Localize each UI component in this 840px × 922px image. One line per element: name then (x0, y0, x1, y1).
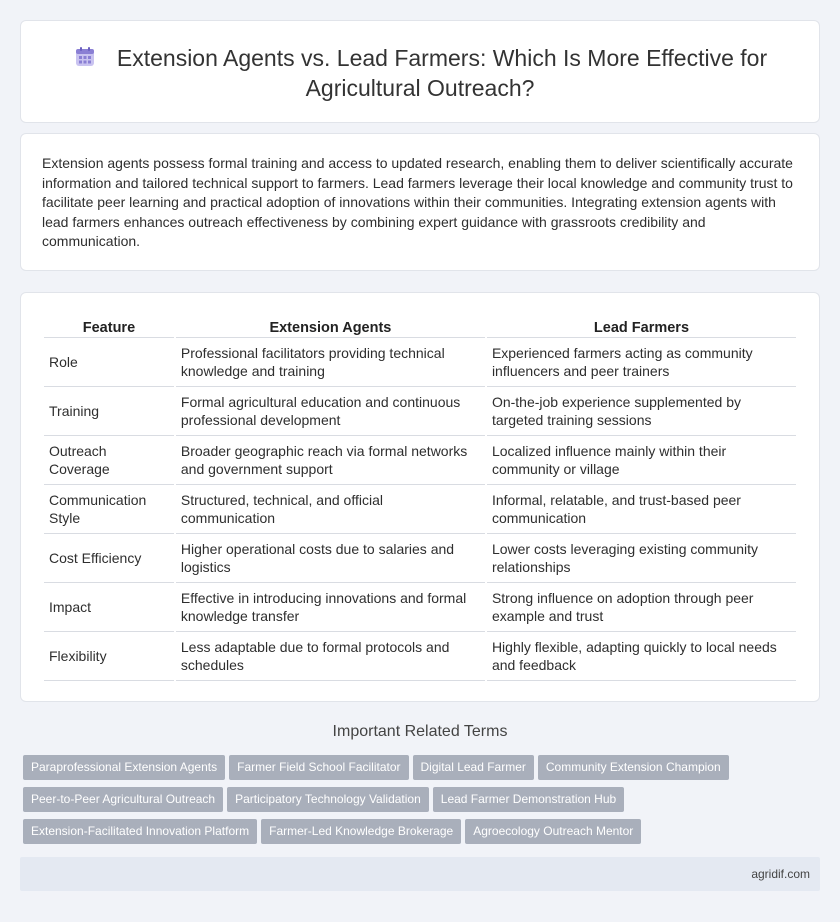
feature-cell: Role (44, 338, 174, 387)
related-term-tag[interactable]: Digital Lead Farmer (413, 755, 534, 780)
feature-cell: Communication Style (44, 485, 174, 534)
related-term-tag[interactable]: Farmer Field School Facilitator (229, 755, 408, 780)
table-row (44, 632, 796, 681)
table-row (44, 436, 796, 485)
extension-agents-cell: Structured, technical, and official communication (176, 485, 485, 534)
table-row (44, 534, 796, 583)
table-row (44, 387, 796, 436)
tag-row (23, 787, 823, 819)
intro-card (20, 133, 820, 271)
footer-bar (20, 857, 820, 891)
lead-farmers-cell: On-the-job experience supplemented by targeted training sessions (487, 387, 796, 436)
page-title (21, 43, 819, 103)
related-term-tag[interactable]: Extension-Facilitated Innovation Platform (23, 819, 257, 844)
extension-agents-cell: Broader geographic reach via formal networks and government support (176, 436, 485, 485)
related-term-tag[interactable]: Paraprofessional Extension Agents (23, 755, 225, 780)
table-row (44, 338, 796, 387)
lead-farmers-cell: Highly flexible, adapting quickly to local needs and feedback (487, 632, 796, 681)
extension-agents-cell: Effective in introducing innovations and formal knowledge transfer (176, 583, 485, 632)
header-feature: Feature (44, 318, 174, 338)
lead-farmers-cell: Localized influence mainly within their community or village (487, 436, 796, 485)
title-card (20, 20, 820, 123)
title-line-2: Agricultural Outreach? (305, 75, 535, 101)
header-extension-agents: Extension Agents (176, 318, 485, 338)
title-line-1: Extension Agents vs. Lead Farmers: Which Is More Effective for (116, 45, 768, 71)
related-term-tag[interactable]: Lead Farmer Demonstration Hub (433, 787, 624, 812)
header-lead-farmers: Lead Farmers (487, 318, 796, 338)
feature-cell: Training (44, 387, 174, 436)
lead-farmers-cell: Lower costs leveraging existing community relationships (487, 534, 796, 583)
related-terms-heading: Important Related Terms (332, 723, 508, 740)
table-row (44, 485, 796, 534)
feature-cell: Flexibility (44, 632, 174, 681)
related-term-tag[interactable]: Agroecology Outreach Mentor (465, 819, 641, 844)
related-term-tag[interactable]: Community Extension Champion (538, 755, 729, 780)
lead-farmers-cell: Strong influence on adoption through peer example and trust (487, 583, 796, 632)
intro-paragraph: Extension agents possess formal training and access to updated research, enabling them to deliver scientifically accurate information and tailored technical support to farmers. Lead farmers leverage their local knowledge and community trust to facilitate peer learning and practical adoption of innovations within their communities. Integrating extension agents with lead farmers enhances outreach effectiveness by combining expert guidance with grassroots credibility and communication. (42, 155, 793, 250)
extension-agents-cell: Higher operational costs due to salaries and logistics (176, 534, 485, 583)
tag-row (23, 819, 823, 851)
related-terms-tags (23, 755, 823, 851)
extension-agents-cell: Formal agricultural education and continuous professional development (176, 387, 485, 436)
lead-farmers-cell: Experienced farmers acting as community influencers and peer trainers (487, 338, 796, 387)
extension-agents-cell: Less adaptable due to formal protocols and schedules (176, 632, 485, 681)
comparison-table (42, 318, 798, 681)
extension-agents-cell: Professional facilitators providing technical knowledge and training (176, 338, 485, 387)
table-header-row (44, 318, 796, 338)
related-term-tag[interactable]: Participatory Technology Validation (227, 787, 429, 812)
related-term-tag[interactable]: Farmer-Led Knowledge Brokerage (261, 819, 461, 844)
feature-cell: Outreach Coverage (44, 436, 174, 485)
feature-cell: Impact (44, 583, 174, 632)
feature-cell: Cost Efficiency (44, 534, 174, 583)
comparison-card (20, 292, 820, 702)
tag-row (23, 755, 823, 787)
calendar-icon (73, 45, 97, 69)
table-row (44, 583, 796, 632)
lead-farmers-cell: Informal, relatable, and trust-based peer communication (487, 485, 796, 534)
related-term-tag[interactable]: Peer-to-Peer Agricultural Outreach (23, 787, 223, 812)
footer-site-link[interactable]: agridif.com (751, 867, 810, 881)
